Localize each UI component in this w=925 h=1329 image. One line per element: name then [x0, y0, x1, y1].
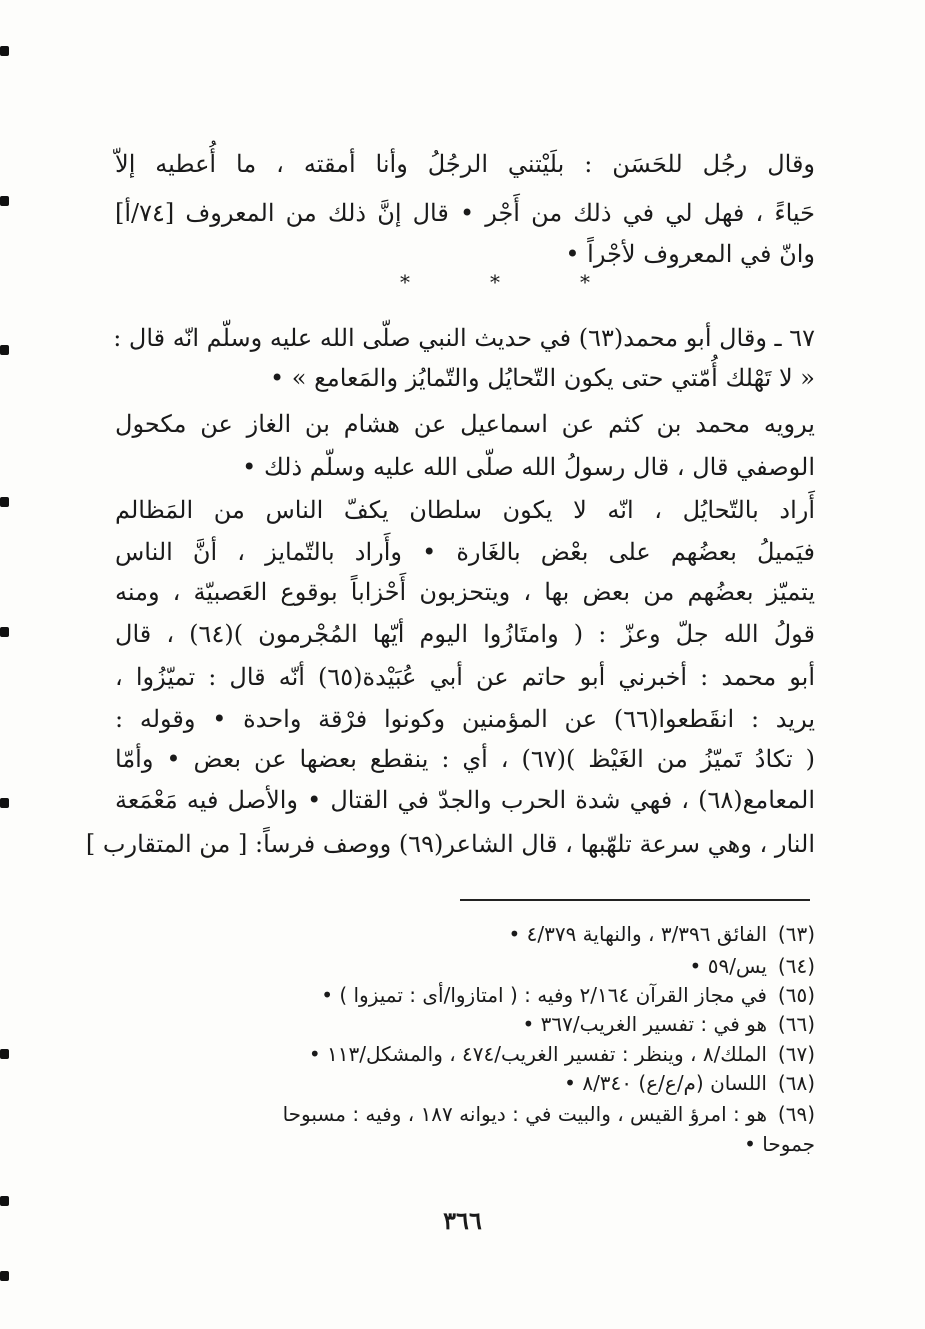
- footnote: [115, 1100, 815, 1128]
- footnote-text: اللسان (م/ع/ع) ٨/٣٤٠ •: [564, 1071, 767, 1095]
- scan-mark: [0, 798, 9, 808]
- footnote-number: (٦٤): [777, 954, 815, 978]
- footnote-text: الملك/٨ ، وينظر : تفسير الغريب/٤٧٤ ، والمشكل/١١٣ •: [308, 1042, 767, 1066]
- scan-mark: [0, 627, 9, 637]
- footnote-number: (٦٩): [777, 1102, 815, 1126]
- text-line: « لا تَهْلك أُمّتي حتى يكون التّحايُل والتّمايُز والمَعامع » •: [270, 364, 815, 392]
- footnote-divider: [460, 899, 810, 901]
- footnote-number: (٦٨): [777, 1071, 815, 1095]
- footnote: [115, 1130, 815, 1158]
- footnote: [115, 981, 815, 1009]
- text-line: وانّ في المعروف لأجْراً •: [565, 240, 815, 268]
- text-line: المعامع(٦٨) ، فهي شدة الحرب والجدّ في القتال • والأصل فيه مَعْمَعة: [115, 786, 815, 814]
- footnote-text: هو في : تفسير الغريب/٣٦٧ •: [522, 1012, 767, 1036]
- scan-mark: [0, 497, 9, 507]
- scan-mark: [0, 345, 9, 355]
- scan-mark: [0, 46, 9, 56]
- footnote-text: يس/٥٩ •: [689, 954, 767, 978]
- text-line: ( تكادُ تَميّزُ من الغَيْظ )(٦٧) ، أي : ينقطع بعضها عن بعض • وأمّا: [115, 745, 816, 773]
- star-glyph: *: [580, 270, 590, 294]
- footnote: [115, 952, 815, 980]
- footnote-text: هو : امرؤ القيس ، والبيت في : ديوانه ١٨٧ ، وفيه : مسبوحا: [282, 1102, 767, 1126]
- star-glyph: *: [400, 270, 410, 294]
- text-line: فيَميلُ بعضُهم على بعْض بالغَارة • وأَراد بالتّمايز ، أنَّ الناس: [115, 538, 815, 566]
- scan-mark: [0, 196, 9, 206]
- footnote: [115, 1010, 815, 1038]
- text-line: ٦٧ ـ وقال أبو محمد(٦٣) في حديث النبي صلّى الله عليه وسلّم انّه قال :: [113, 324, 815, 352]
- scan-mark: [0, 1271, 9, 1281]
- footnote: [115, 1040, 815, 1068]
- text-line: النار ، وهي سرعة تلهّبها ، قال الشاعر(٦٩) ووصف فرساً: [ من المتقارب ]: [85, 830, 815, 858]
- text-line: يريد : انقَطعوا(٦٦) عن المؤمنين وكونوا فرْقة واحدة • وقوله :: [115, 705, 815, 733]
- text-line: الوصفي قال ، قال رسولُ الله صلّى الله عليه وسلّم ذلك •: [242, 453, 815, 481]
- footnote-text: الفائق ٣/٣٩٦ ، والنهاية ٤/٣٧٩ •: [508, 922, 767, 946]
- footnote-text: في مجاز القرآن ٢/١٦٤ وفيه : ( امتازوا/أى : تميزوا ) •: [321, 983, 767, 1007]
- footnote-number: (٦٦): [777, 1012, 815, 1036]
- footnote-number: (٦٧): [777, 1042, 815, 1066]
- text-line: حَياءً ، فهل لي في ذلك من أَجْر • قال إنَّ ذلك من المعروف [٧٤/أ]: [115, 199, 815, 227]
- text-line: قولُ الله جلّ وعزّ : ( وامتَازُوا اليوم أيّها المُجْرمون )(٦٤) ، قال: [115, 620, 815, 648]
- separator-stars: [400, 270, 590, 294]
- page-number: ٣٦٦: [443, 1206, 482, 1235]
- star-glyph: *: [490, 270, 500, 294]
- text-line: يتميّز بعضُهم من بعض بها ، ويتحزبون أَحْزاباً بوقوع العَصبيّة ، ومنه: [115, 578, 815, 606]
- text-line: يرويه محمد بن كثم عن اسماعيل عن هشام بن الغاز عن مكحول: [115, 410, 815, 438]
- text-line: أبو محمد : أخبرني أبو حاتم عن أبي عُبَيْدة(٦٥) أنّه قال : تميّزُوا ،: [115, 663, 816, 691]
- text-line: أَراد بالتّحايُل ، انّه لا يكون سلطان يكفّ الناس من المَظالم: [115, 496, 815, 524]
- scan-mark: [0, 1049, 9, 1059]
- footnote-text: جموحا •: [744, 1132, 815, 1156]
- footnote-number: (٦٥): [777, 983, 815, 1007]
- footnote-number: (٦٣): [777, 922, 815, 946]
- footnote: [115, 1069, 815, 1097]
- text-line: وقال رجُل للحَسَن : بلَيْتني الرجُلُ وأنا أمقته ، ما أُعطيه إلاّ: [115, 150, 815, 178]
- footnote: [115, 920, 815, 948]
- scan-mark: [0, 1196, 9, 1206]
